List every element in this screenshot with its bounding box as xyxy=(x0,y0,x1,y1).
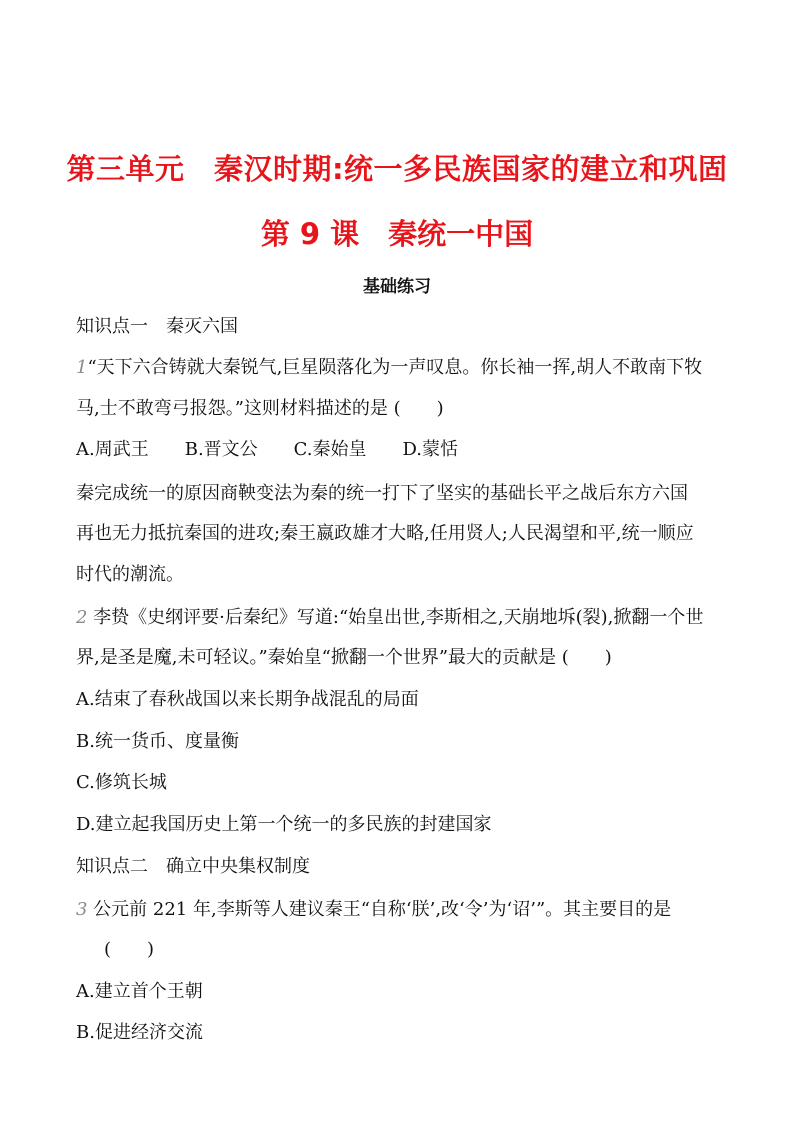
question-2-line-1 xyxy=(76,606,726,630)
passage-line-1: 秦完成统一的原因商鞅变法为秦的统一打下了坚实的基础长平之战后东方六国 xyxy=(76,483,688,504)
passage-line-2: 再也无力抵抗秦国的进攻;秦王嬴政雄才大略,任用贤人;人民渴望和平,统一顺应 xyxy=(76,523,694,544)
question-3-option-a: A.建立首个王朝 xyxy=(76,981,203,1002)
passage-line-3: 时代的潮流。 xyxy=(76,564,184,585)
knowledge-point-1: 知识点一 秦灭六国 xyxy=(76,316,238,337)
question-3-number: 3 xyxy=(76,899,88,920)
question-3-option-b: B.促进经济交流 xyxy=(76,1022,203,1043)
question-2-option-b: B.统一货币、度量衡 xyxy=(76,731,239,752)
question-1-options: A.周武王 B.晋文公 C.秦始皇 D.蒙恬 xyxy=(76,439,459,460)
question-2-option-a: A.结束了春秋战国以来长期争战混乱的局面 xyxy=(76,689,419,710)
question-2-option-c: C.修筑长城 xyxy=(76,772,167,793)
question-3-line-2: ( ) xyxy=(104,939,155,960)
question-1-number: 1 xyxy=(76,357,88,378)
question-2-option-d: D.建立起我国历史上第一个统一的多民族的封建国家 xyxy=(76,814,492,835)
question-2-line-2: 界,是圣是魔,未可轻议。”秦始皇“掀翻一个世界”最大的贡献是 ( ) xyxy=(76,647,612,668)
question-2-number: 2 xyxy=(76,607,88,628)
question-3-line-1 xyxy=(76,898,726,922)
question-3-text-1: 公元前 221 年,李斯等人建议秦王“自称‘朕’,改‘令’为‘诏’”。其主要目的是 xyxy=(87,899,672,920)
section-title: 基础练习 xyxy=(363,277,431,297)
question-1-line-2: 马,士不敢弯弓报怨。”这则材料描述的是 ( ) xyxy=(76,398,444,419)
unit-title: 第三单元 秦汉时期:统一多民族国家的建立和巩固 xyxy=(66,152,728,186)
lesson-title: 第 9 课 秦统一中国 xyxy=(260,217,534,251)
question-1-text-1: “天下六合铸就大秦锐气,巨星陨落化为一声叹息。你长袖一挥,胡人不敢南下牧 xyxy=(87,357,703,378)
question-1-line-1 xyxy=(76,356,726,380)
question-2-text-1: 李贽《史纲评要·后秦纪》写道:“始皇出世,李斯相之,天崩地坼(裂),掀翻一个世 xyxy=(87,607,704,628)
knowledge-point-2: 知识点二 确立中央集权制度 xyxy=(76,856,310,877)
